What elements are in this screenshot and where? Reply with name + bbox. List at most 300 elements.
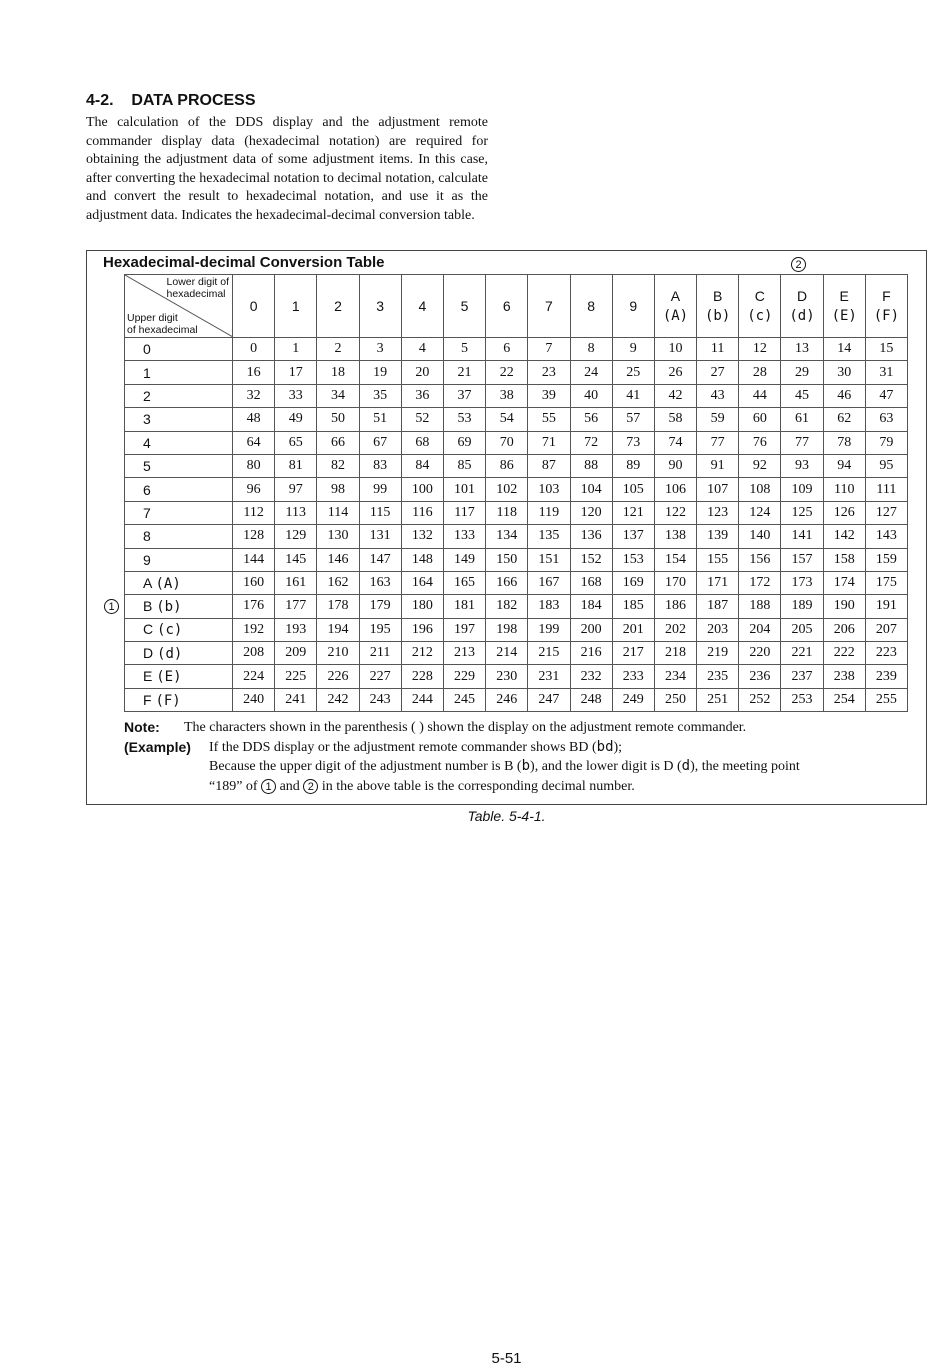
row-header-0: 0 [125,338,233,361]
table-row [125,501,908,524]
table-cell: 240 [233,688,275,711]
table-row [125,595,908,618]
table-cell: 230 [486,665,528,688]
table-row [125,408,908,431]
table-cell: 210 [317,642,359,665]
page-number: 5-51 [491,1350,522,1367]
table-cell: 156 [739,548,781,571]
row-header-5: 5 [125,454,233,477]
example-line-2: Because the upper digit of the adjustment number is B (b), and the lower digit is D (d), the meeting point [209,758,800,774]
table-cell: 17 [275,361,317,384]
table-cell: 5 [443,338,485,361]
table-cell: 184 [570,595,612,618]
table-cell: 29 [781,361,823,384]
intro-paragraph: The calculation of the DDS display and the adjustment remote commander display data (hexadecimal notation) are required for obtaining the adjustment data of some adjustment items. In this case, after converting the hexadecimal notation to decimal notation, calculate and convert the result to hexadecimal notation, and use it as the adjustment data. Indicates the hexadecimal-decimal conversion table. [86,115,488,223]
table-cell: 86 [486,454,528,477]
table-cell: 27 [697,361,739,384]
table-cell: 105 [612,478,654,501]
table-cell: 197 [443,618,485,641]
row-header-c: C (c) [125,618,233,641]
table-cell: 234 [654,665,696,688]
table-cell: 68 [401,431,443,454]
table-cell: 116 [401,501,443,524]
table-cell: 106 [654,478,696,501]
table-cell: 21 [443,361,485,384]
table-cell: 59 [697,408,739,431]
table-cell: 147 [359,548,401,571]
table-cell: 73 [612,431,654,454]
hex-decimal-table [124,274,908,712]
table-cell: 153 [612,548,654,571]
table-cell: 170 [654,571,696,594]
column-header-7: 7 [528,275,570,338]
note-text: The characters shown in the parenthesis ( ) shown the display on the adjustment remote commander. [184,720,747,735]
table-cell: 175 [865,571,907,594]
table-cell: 173 [781,571,823,594]
example-line-1: (Example) If the DDS display or the adjustment remote commander shows BD (bd); [124,738,914,758]
table-row [125,525,908,548]
table-cell: 239 [865,665,907,688]
table-cell: 3 [359,338,401,361]
table-cell: 225 [275,665,317,688]
table-cell: 35 [359,384,401,407]
row-header-3: 3 [125,408,233,431]
table-cell: 137 [612,525,654,548]
table-cell: 74 [654,431,696,454]
table-cell: 241 [275,688,317,711]
table-cell: 174 [823,571,865,594]
row-header-9: 9 [125,548,233,571]
table-cell: 13 [781,338,823,361]
table-cell: 152 [570,548,612,571]
row-header-a: A (A) [125,571,233,594]
table-cell: 204 [739,618,781,641]
inline-marker-1: 1 [261,779,276,794]
column-header-b: B (b) [697,275,739,338]
table-cell: 112 [233,501,275,524]
table-cell: 67 [359,431,401,454]
table-cell: 121 [612,501,654,524]
table-cell: 233 [612,665,654,688]
table-cell: 253 [781,688,823,711]
table-cell: 55 [528,408,570,431]
table-cell: 140 [739,525,781,548]
row-header-7: 7 [125,501,233,524]
table-cell: 216 [570,642,612,665]
table-cell: 85 [443,454,485,477]
table-cell: 42 [654,384,696,407]
column-header-0: 0 [233,275,275,338]
table-cell: 176 [233,595,275,618]
table-cell: 22 [486,361,528,384]
table-cell: 49 [275,408,317,431]
table-cell: 28 [739,361,781,384]
table-cell: 246 [486,688,528,711]
table-cell: 159 [865,548,907,571]
table-cell: 162 [317,571,359,594]
table-cell: 131 [359,525,401,548]
table-cell: 41 [612,384,654,407]
column-header-a: A (A) [654,275,696,338]
row-header-2: 2 [125,384,233,407]
table-cell: 114 [317,501,359,524]
table-cell: 70 [486,431,528,454]
table-cell: 19 [359,361,401,384]
table-cell: 1 [275,338,317,361]
table-cell: 97 [275,478,317,501]
table-cell: 61 [781,408,823,431]
table-cell: 169 [612,571,654,594]
table-cell: 245 [443,688,485,711]
column-header-5: 5 [443,275,485,338]
note-label: Note: [124,719,160,735]
column-header-8: 8 [570,275,612,338]
table-cell: 248 [570,688,612,711]
column-header-9: 9 [612,275,654,338]
table-cell: 215 [528,642,570,665]
table-cell: 111 [865,478,907,501]
section-title: DATA PROCESS [131,92,256,109]
corner-lower-label: Lower digit of hexadecimal [166,276,229,300]
table-cell: 149 [443,548,485,571]
table-cell: 60 [739,408,781,431]
table-cell: 217 [612,642,654,665]
table-cell: 92 [739,454,781,477]
corner-header-cell [125,275,233,338]
table-cell: 155 [697,548,739,571]
table-cell: 126 [823,501,865,524]
table-cell: 83 [359,454,401,477]
table-row [125,454,908,477]
table-cell: 205 [781,618,823,641]
table-cell: 196 [401,618,443,641]
table-cell: 209 [275,642,317,665]
table-cell: 125 [781,501,823,524]
table-cell: 206 [823,618,865,641]
table-cell: 57 [612,408,654,431]
table-row [125,431,908,454]
table-cell: 7 [528,338,570,361]
table-row [125,548,908,571]
table-cell: 14 [823,338,865,361]
table-cell: 44 [739,384,781,407]
corner-upper-label: Upper digit of hexadecimal [127,312,198,336]
table-cell: 146 [317,548,359,571]
table-cell: 118 [486,501,528,524]
table-cell: 157 [781,548,823,571]
table-cell: 211 [359,642,401,665]
table-cell: 120 [570,501,612,524]
table-row [125,571,908,594]
table-cell: 20 [401,361,443,384]
table-cell: 34 [317,384,359,407]
table-cell: 124 [739,501,781,524]
table-cell: 222 [823,642,865,665]
segment-text-bd: bd [596,738,614,755]
table-cell: 242 [317,688,359,711]
table-cell: 231 [528,665,570,688]
table-cell: 237 [781,665,823,688]
table-cell: 220 [739,642,781,665]
table-cell: 93 [781,454,823,477]
table-cell: 102 [486,478,528,501]
table-cell: 69 [443,431,485,454]
table-cell: 190 [823,595,865,618]
column-header-c: C (c) [739,275,781,338]
table-cell: 187 [697,595,739,618]
table-cell: 2 [317,338,359,361]
table-cell: 79 [865,431,907,454]
table-cell: 64 [233,431,275,454]
row-header-b: B (b) [125,595,233,618]
table-cell: 30 [823,361,865,384]
table-cell: 188 [739,595,781,618]
table-cell: 43 [697,384,739,407]
table-cell: 142 [823,525,865,548]
inline-marker-2: 2 [303,779,318,794]
table-cell: 46 [823,384,865,407]
table-cell: 117 [443,501,485,524]
table-cell: 150 [486,548,528,571]
table-cell: 65 [275,431,317,454]
column-header-3: 3 [359,275,401,338]
table-cell: 77 [781,431,823,454]
table-cell: 58 [654,408,696,431]
table-cell: 76 [739,431,781,454]
column-header-1: 1 [275,275,317,338]
table-cell: 48 [233,408,275,431]
table-cell: 201 [612,618,654,641]
table-cell: 219 [697,642,739,665]
table-cell: 224 [233,665,275,688]
table-cell: 145 [275,548,317,571]
table-cell: 166 [486,571,528,594]
table-cell: 177 [275,595,317,618]
table-cell: 255 [865,688,907,711]
table-cell: 203 [697,618,739,641]
table-cell: 179 [359,595,401,618]
table-cell: 138 [654,525,696,548]
table-cell: 232 [570,665,612,688]
table-cell: 51 [359,408,401,431]
table-cell: 158 [823,548,865,571]
table-cell: 88 [570,454,612,477]
table-cell: 18 [317,361,359,384]
table-cell: 221 [781,642,823,665]
table-cell: 129 [275,525,317,548]
column-header-d: D (d) [781,275,823,338]
table-cell: 249 [612,688,654,711]
table-cell: 66 [317,431,359,454]
conversion-table-frame [86,250,927,805]
table-cell: 80 [233,454,275,477]
table-cell: 99 [359,478,401,501]
table-cell: 90 [654,454,696,477]
table-cell: 178 [317,595,359,618]
table-cell: 214 [486,642,528,665]
table-cell: 16 [233,361,275,384]
table-cell: 110 [823,478,865,501]
table-cell: 218 [654,642,696,665]
notes-block [124,718,914,796]
table-header-row [125,275,908,338]
table-cell: 107 [697,478,739,501]
example-label: (Example) [124,738,191,755]
table-row [125,338,908,361]
table-cell: 39 [528,384,570,407]
table-cell: 198 [486,618,528,641]
table-cell: 62 [823,408,865,431]
table-cell: 95 [865,454,907,477]
table-cell: 180 [401,595,443,618]
table-cell: 144 [233,548,275,571]
table-cell: 115 [359,501,401,524]
table-cell: 223 [865,642,907,665]
row-header-6: 6 [125,478,233,501]
table-cell: 168 [570,571,612,594]
table-cell: 172 [739,571,781,594]
table-cell: 226 [317,665,359,688]
table-cell: 154 [654,548,696,571]
table-cell: 250 [654,688,696,711]
row-header-f: F (F) [125,688,233,711]
table-cell: 143 [865,525,907,548]
table-cell: 6 [486,338,528,361]
table-cell: 108 [739,478,781,501]
table-cell: 171 [697,571,739,594]
table-cell: 200 [570,618,612,641]
table-cell: 212 [401,642,443,665]
row-header-d: D (d) [125,642,233,665]
table-cell: 122 [654,501,696,524]
table-cell: 84 [401,454,443,477]
table-cell: 78 [823,431,865,454]
table-cell: 12 [739,338,781,361]
table-cell: 91 [697,454,739,477]
table-caption: Table. 5-4-1. [467,808,546,824]
table-cell: 213 [443,642,485,665]
table-cell: 98 [317,478,359,501]
table-cell: 160 [233,571,275,594]
table-cell: 100 [401,478,443,501]
table-cell: 38 [486,384,528,407]
table-row [125,688,908,711]
row-header-1: 1 [125,361,233,384]
section-heading [86,92,256,110]
table-cell: 53 [443,408,485,431]
table-cell: 77 [697,431,739,454]
table-cell: 251 [697,688,739,711]
table-cell: 235 [697,665,739,688]
table-cell: 135 [528,525,570,548]
table-cell: 72 [570,431,612,454]
table-cell: 185 [612,595,654,618]
table-cell: 181 [443,595,485,618]
table-row [125,642,908,665]
table-cell: 32 [233,384,275,407]
column-header-2: 2 [317,275,359,338]
table-cell: 199 [528,618,570,641]
table-cell: 254 [823,688,865,711]
table-cell: 208 [233,642,275,665]
table-cell: 123 [697,501,739,524]
table-row [125,384,908,407]
table-cell: 9 [612,338,654,361]
table-cell: 132 [401,525,443,548]
table-cell: 136 [570,525,612,548]
column-header-6: 6 [486,275,528,338]
table-cell: 52 [401,408,443,431]
table-cell: 243 [359,688,401,711]
table-cell: 96 [233,478,275,501]
row-header-8: 8 [125,525,233,548]
table-cell: 236 [739,665,781,688]
table-cell: 47 [865,384,907,407]
table-cell: 119 [528,501,570,524]
table-cell: 247 [528,688,570,711]
column-header-f: F (F) [865,275,907,338]
table-cell: 163 [359,571,401,594]
table-row [125,361,908,384]
example-line-3: “189” of 1 and 2 in the above table is the corresponding decimal number. [209,778,635,794]
table-cell: 195 [359,618,401,641]
table-cell: 134 [486,525,528,548]
table-cell: 227 [359,665,401,688]
table-cell: 133 [443,525,485,548]
table-cell: 186 [654,595,696,618]
table-title: Hexadecimal-decimal Conversion Table [103,254,385,271]
table-cell: 128 [233,525,275,548]
table-cell: 25 [612,361,654,384]
table-cell: 161 [275,571,317,594]
table-cell: 63 [865,408,907,431]
table-cell: 165 [443,571,485,594]
table-cell: 109 [781,478,823,501]
table-cell: 15 [865,338,907,361]
row-header-4: 4 [125,431,233,454]
row-marker-1: 1 [104,599,119,614]
table-cell: 26 [654,361,696,384]
row-header-e: E (E) [125,665,233,688]
table-cell: 8 [570,338,612,361]
table-cell: 10 [654,338,696,361]
table-cell: 229 [443,665,485,688]
table-cell: 141 [781,525,823,548]
table-cell: 139 [697,525,739,548]
table-cell: 113 [275,501,317,524]
table-cell: 11 [697,338,739,361]
table-cell: 151 [528,548,570,571]
table-cell: 45 [781,384,823,407]
table-cell: 193 [275,618,317,641]
table-cell: 167 [528,571,570,594]
table-cell: 130 [317,525,359,548]
table-cell: 189 [781,595,823,618]
table-cell: 31 [865,361,907,384]
table-cell: 87 [528,454,570,477]
table-cell: 94 [823,454,865,477]
table-cell: 182 [486,595,528,618]
table-cell: 252 [739,688,781,711]
table-cell: 183 [528,595,570,618]
table-cell: 89 [612,454,654,477]
table-cell: 148 [401,548,443,571]
table-cell: 228 [401,665,443,688]
table-cell: 238 [823,665,865,688]
table-cell: 36 [401,384,443,407]
table-cell: 101 [443,478,485,501]
table-cell: 81 [275,454,317,477]
